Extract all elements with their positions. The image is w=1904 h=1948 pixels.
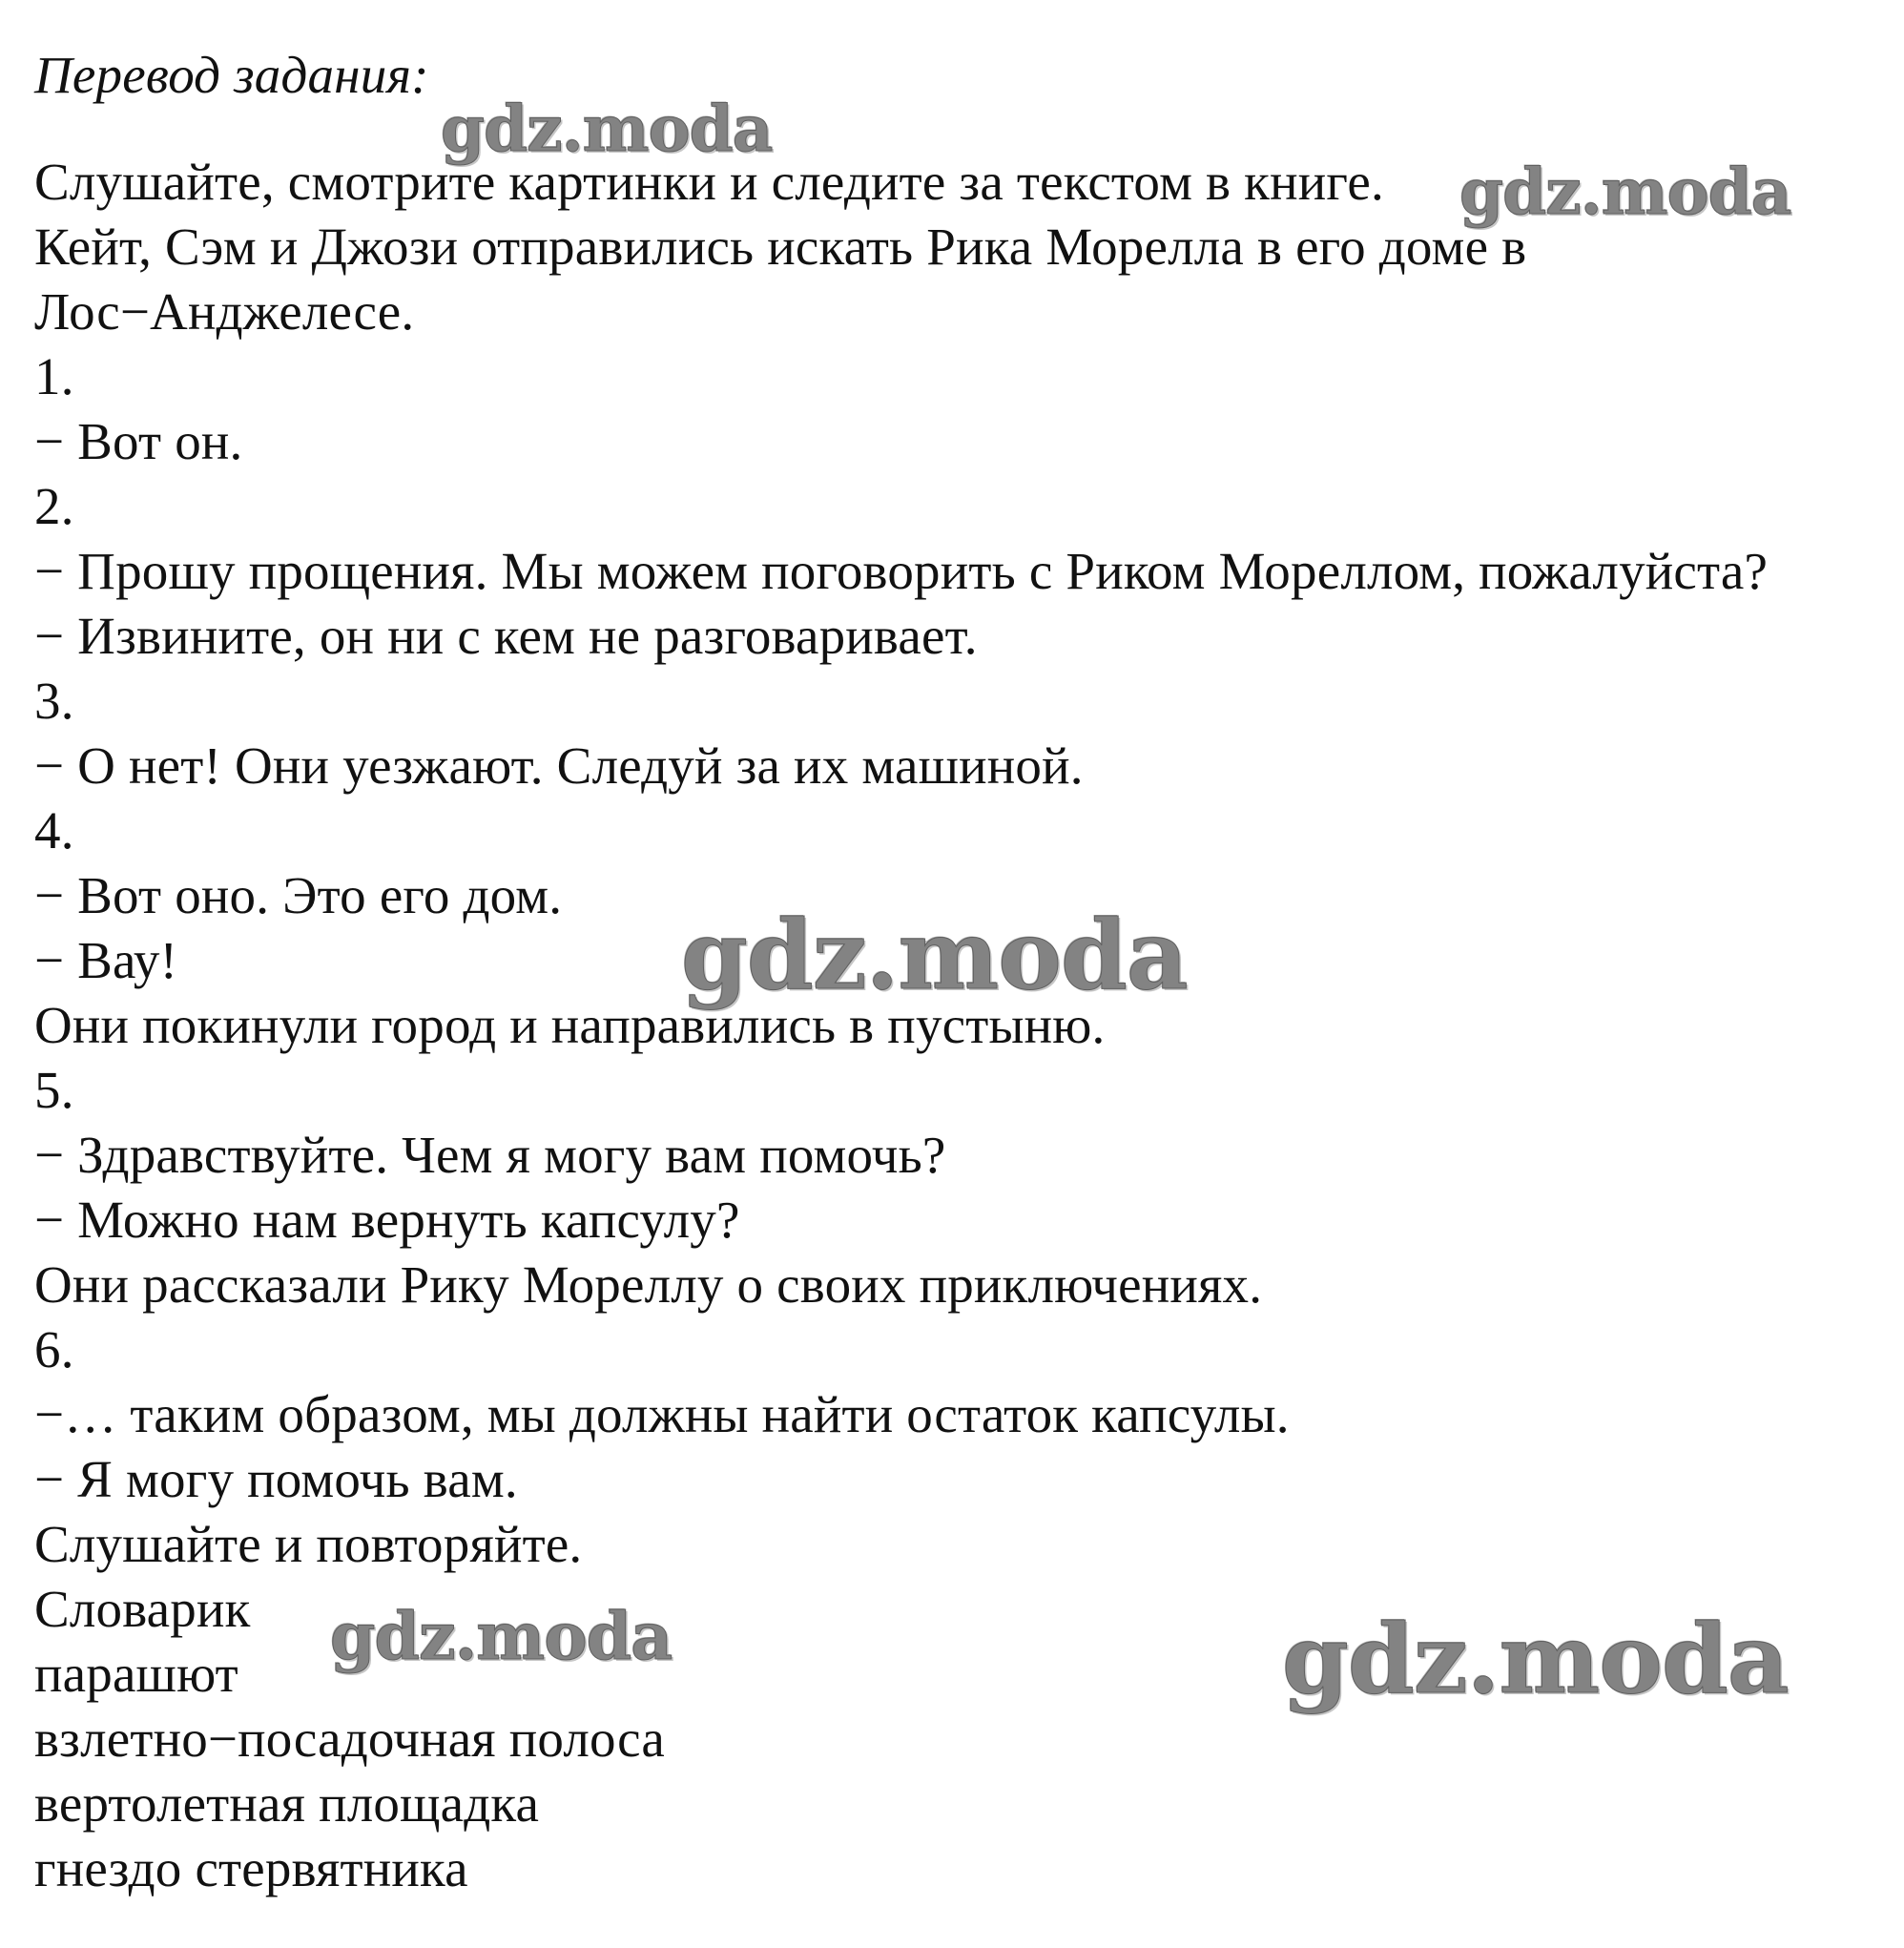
watermark: gdz.moda bbox=[1282, 1603, 1789, 1715]
watermark: gdz.moda bbox=[330, 1599, 673, 1675]
text-line: Лос−Анджелесе. bbox=[34, 282, 415, 341]
text-line: Слушайте, смотрите картинки и следите за текстом в книге. bbox=[34, 153, 1384, 211]
text-line: 2. bbox=[34, 477, 74, 535]
text-line: − Вот он. bbox=[34, 412, 243, 470]
text-line: − Прошу прощения. Мы можем поговорить с Риком Мореллом, пожалуйста? bbox=[34, 542, 1769, 600]
text-line: 5. bbox=[34, 1061, 74, 1119]
text-line: − Вау! bbox=[34, 931, 178, 989]
vocabulary-item: вертолетная площадка bbox=[34, 1774, 540, 1833]
text-line: Они рассказали Рику Мореллу о своих приключениях. bbox=[34, 1255, 1263, 1314]
vocabulary-item: взлетно−посадочная полоса bbox=[34, 1710, 665, 1768]
watermark: gdz.moda bbox=[681, 899, 1188, 1011]
text-line: − Я могу помочь вам. bbox=[34, 1450, 518, 1508]
text-line: 6. bbox=[34, 1320, 74, 1378]
vocabulary-heading: Словарик bbox=[34, 1580, 251, 1638]
vocabulary-item: гнездо стервятника bbox=[34, 1839, 468, 1897]
text-line: −… таким образом, мы должны найти остаток капсулы. bbox=[34, 1385, 1290, 1443]
text-line: − Здравствуйте. Чем я могу вам помочь? bbox=[34, 1126, 946, 1184]
text-line: − О нет! Они уезжают. Следуй за их машиной. bbox=[34, 736, 1084, 795]
text-line: Они покинули город и направились в пустыню. bbox=[34, 996, 1106, 1054]
page-heading: Перевод задания: bbox=[34, 46, 429, 104]
watermark: gdz.moda bbox=[1459, 155, 1791, 229]
watermark: gdz.moda bbox=[441, 92, 773, 166]
text-line: 3. bbox=[34, 672, 74, 730]
text-line: 4. bbox=[34, 801, 74, 860]
text-line: 1. bbox=[34, 347, 74, 405]
text-line: Кейт, Сэм и Джози отправились искать Рика Морелла в его доме в bbox=[34, 218, 1527, 276]
text-line: − Можно нам вернуть капсулу? bbox=[34, 1191, 740, 1249]
text-line: − Извините, он ни с кем не разговаривает. bbox=[34, 607, 978, 665]
text-line: Слушайте и повторяйте. bbox=[34, 1515, 583, 1573]
text-line: − Вот оно. Это его дом. bbox=[34, 866, 563, 924]
vocabulary-item: парашют bbox=[34, 1645, 238, 1703]
